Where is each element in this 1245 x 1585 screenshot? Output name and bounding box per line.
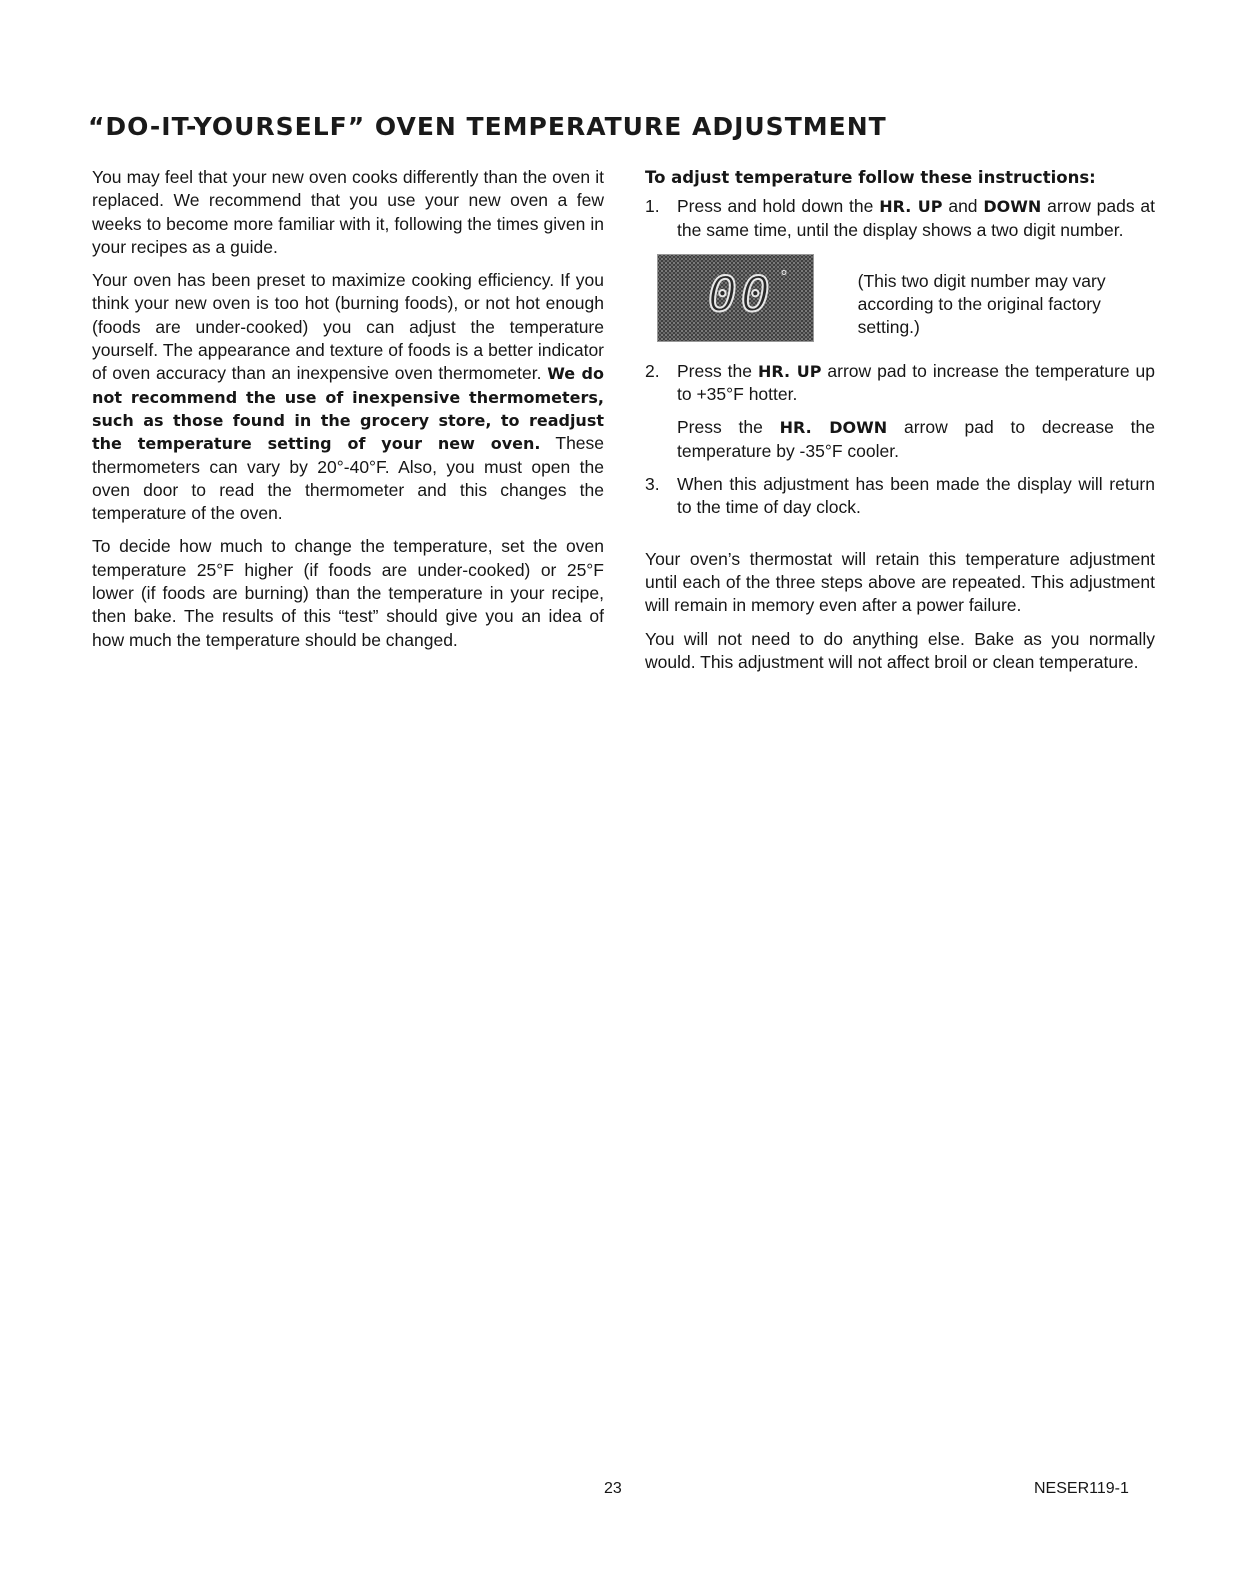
step-1-text bbox=[677, 195, 1155, 242]
closing-paragraph: You will not need to do anything else. Bake as you normally would. This adjustment will not affect broil or clean temperature. bbox=[645, 628, 1155, 672]
hr-up-key: HR. UP bbox=[757, 361, 822, 381]
step-3-text: When this adjustment has been made the display will return to the time of day clock. bbox=[677, 474, 1155, 518]
step-2 bbox=[645, 360, 1155, 463]
page-title: “DO-IT-YOURSELF” OVEN TEMPERATURE ADJUSTMENT bbox=[88, 112, 887, 141]
step-2-part: arrow pad to increase the temperature up to +35°F hotter. bbox=[677, 360, 1155, 405]
step-1 bbox=[645, 195, 1155, 242]
step-2-part: arrow pad to decrease the temperature by -35°F cooler. bbox=[677, 417, 1155, 461]
step-1-part: and bbox=[948, 196, 978, 217]
preset-text: Your oven has been preset to maximize cooking efficiency. If you think your new oven is too hot (burning foods), or not hot enough (foods are under-cooked) you can adjust the temperature yourself. The appearance and texture of foods is a better indicator of oven accuracy than an inexpensive oven thermometer. bbox=[92, 270, 604, 384]
page-number: 23 bbox=[604, 1480, 622, 1497]
step-number: 3. bbox=[645, 474, 660, 495]
step-2-decrease bbox=[677, 416, 1155, 463]
step-2-increase bbox=[677, 360, 1155, 407]
left-column bbox=[92, 166, 604, 662]
down-key: DOWN bbox=[983, 197, 1042, 217]
thermometer-warning: We do not recommend the use of inexpensive thermometers, such as those found in the grocery store, to readjust the temperature setting of your new oven. bbox=[92, 364, 605, 454]
lcd-digits: 00 bbox=[708, 266, 774, 323]
step-2-part: Press the bbox=[677, 417, 763, 438]
thermostat-paragraph: Your oven’s thermostat will retain this temperature adjustment until each of the three steps above are repeated. This adjustment will remain in memory even after a power failure. bbox=[645, 548, 1155, 616]
step-number: 2. bbox=[645, 360, 660, 381]
step-number: 1. bbox=[645, 196, 660, 217]
thermometer-note: These thermometers can vary by 20°-40°F. Also, you must open the oven door to read the thermometer and this changes the temperature of the oven. bbox=[92, 433, 605, 524]
preset-paragraph bbox=[92, 269, 604, 525]
step-3 bbox=[645, 473, 1155, 520]
hr-down-key: HR. DOWN bbox=[779, 418, 888, 438]
lcd-display-image bbox=[657, 254, 814, 342]
step-2-part: Press the bbox=[677, 360, 753, 381]
right-column bbox=[645, 166, 1155, 684]
display-note: (This two digit number may vary according to the original factory setting.) bbox=[857, 270, 1106, 338]
instructions-heading: To adjust temperature follow these instructions: bbox=[645, 168, 1096, 187]
hr-up-key: HR. UP bbox=[879, 197, 943, 217]
display-illustration bbox=[657, 254, 1155, 342]
document-code: NESER119-1 bbox=[1034, 1480, 1129, 1497]
test-paragraph: To decide how much to change the temperature, set the oven temperature 25°F higher (if foods are under-cooked) or 25°F lower (if foods are burning) than the temperature in your recipe, then bake. The results of this “test” should give you an idea of how much the temperature should be changed. bbox=[92, 536, 604, 650]
lcd-degree-symbol: ° bbox=[780, 266, 788, 286]
intro-paragraph: You may feel that your new oven cooks differently than the oven it replaced. We recommend that you use your new oven a few weeks to become more familiar with it, following the times given in your recipes as a guide. bbox=[92, 167, 604, 257]
step-1-part: Press and hold down the bbox=[677, 196, 874, 217]
step-1-part: arrow pads at the same time, until the display shows a two digit number. bbox=[677, 196, 1155, 240]
